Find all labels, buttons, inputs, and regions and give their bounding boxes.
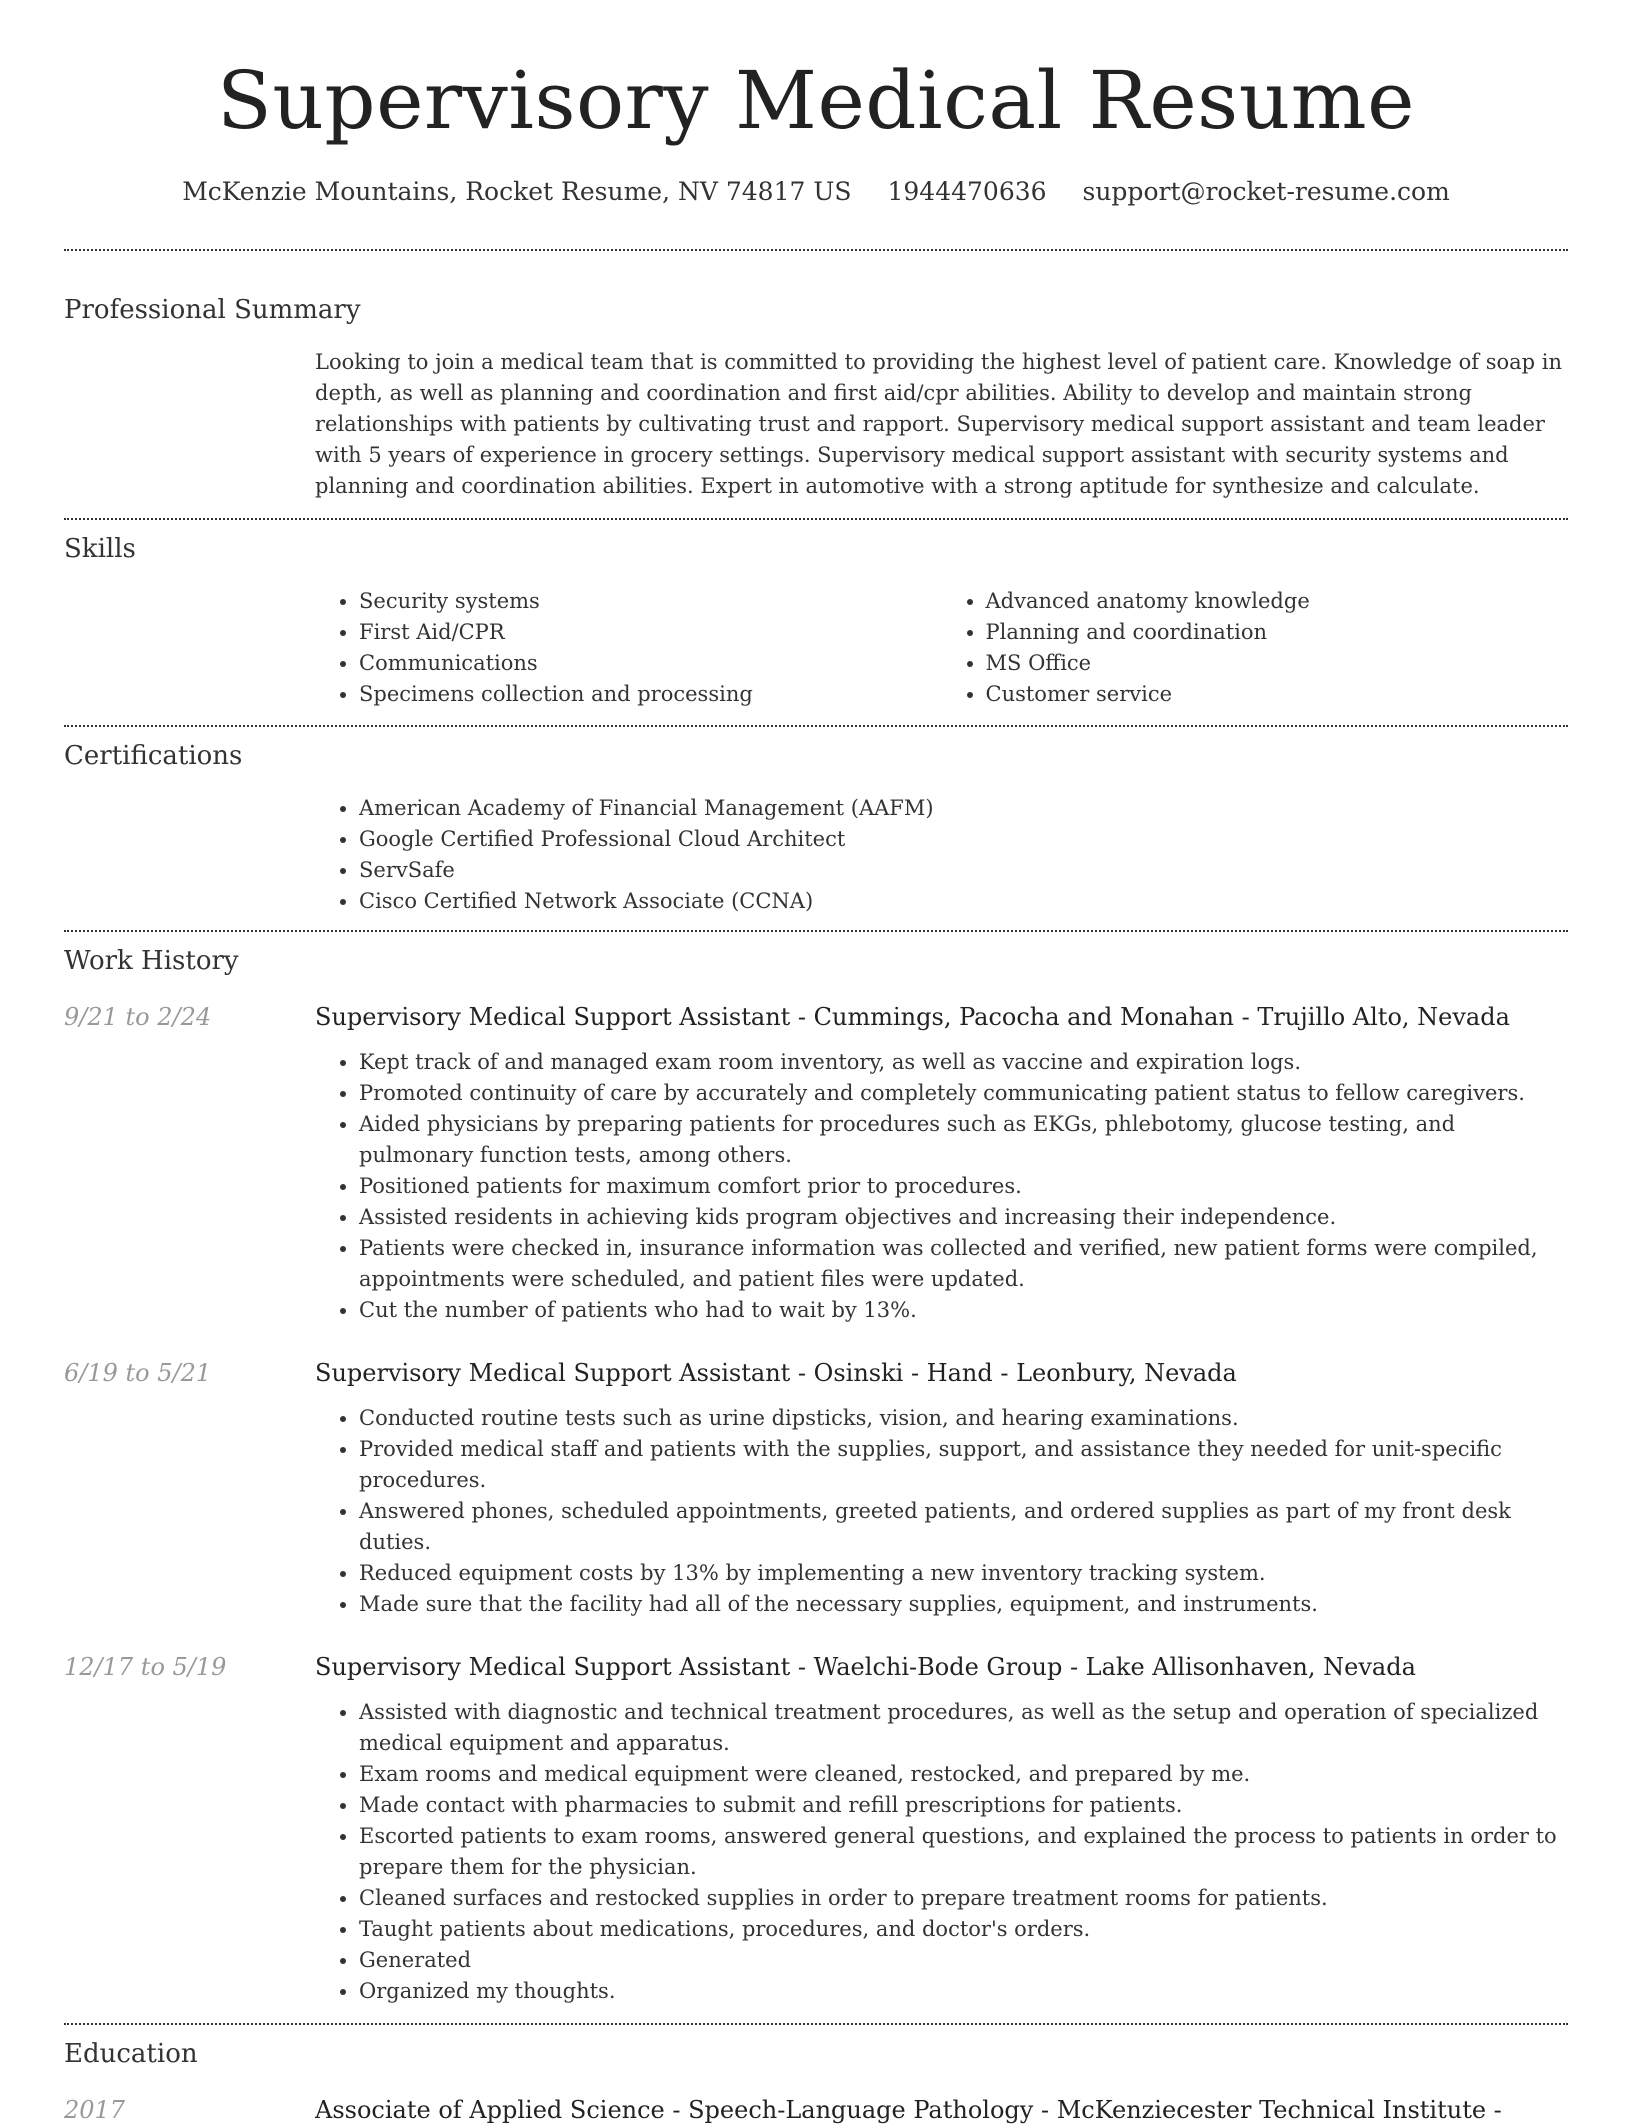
contact-address: McKenzie Mountains, Rocket Resume, NV 74817 US: [182, 177, 852, 206]
job-bullet: • Assisted with diagnostic and technical treatment procedures, as well as the setup and operation of specialized medical equipment and apparatus.: [359, 1697, 1568, 1759]
summary-section: [64, 293, 1568, 502]
job-bullet: • Reduced equipment costs by 13% by implementing a new inventory tracking system.: [359, 1558, 1568, 1589]
section-divider: [64, 2023, 1568, 2025]
job-bullet: • Kept track of and managed exam room inventory, as well as vaccine and expiration logs.: [359, 1047, 1568, 1078]
skill-item: • Security systems: [359, 586, 942, 617]
skills-list-left: [315, 586, 942, 710]
job-date: 6/19 to 5/21: [64, 1359, 212, 1387]
job-bullet: • Answered phones, scheduled appointments, greeted patients, and ordered supplies as part of my front desk duties.: [359, 1496, 1568, 1558]
certification-item: • ServSafe: [359, 855, 1568, 886]
job-bullet: • Taught patients about medications, procedures, and doctor's orders.: [359, 1914, 1568, 1945]
summary-text: Looking to join a medical team that is committed to providing the highest level of patient care. Knowledge of soap in depth, as well as planning and coordination and first aid/cpr abilities. Ability to develop and maintain strong relationships with patients by cultivating trust and rapport. Supervisory medical support assistant and team leader with 5 years of experience in grocery settings. Supervisory medical support assistant with security systems and planning and coordination abilities. Expert in automotive with a strong aptitude for synthesize and calculate.: [315, 350, 1563, 498]
education-heading: Education: [64, 2039, 198, 2069]
summary-heading: Professional Summary: [64, 295, 361, 325]
skill-item: • Planning and coordination: [986, 617, 1569, 648]
job-details: [315, 1000, 1568, 1326]
job-date: 12/17 to 5/19: [64, 1653, 227, 1681]
certifications-section: [64, 739, 1568, 917]
education-section: [64, 2037, 1568, 2127]
certifications-body: [315, 793, 1568, 917]
job-details: [315, 1650, 1568, 2007]
contact-phone: 1944470636: [887, 177, 1047, 206]
job-title: Supervisory Medical Support Assistant - Osinski - Hand - Leonbury, Nevada: [315, 1359, 1237, 1387]
work-history-heading: Work History: [64, 946, 239, 976]
contact-line: [64, 177, 1568, 211]
job-bullet: • Made contact with pharmacies to submit and refill prescriptions for patients.: [359, 1790, 1568, 1821]
education-details: [315, 2093, 1568, 2127]
job-bullet: • Promoted continuity of care by accurately and completely communicating patient status to fellow caregivers.: [359, 1078, 1568, 1109]
job-entry: [64, 1650, 1568, 2007]
job-bullets: [315, 1403, 1568, 1620]
certification-item: • Cisco Certified Network Associate (CCNA): [359, 886, 1568, 917]
skill-item: • MS Office: [986, 648, 1569, 679]
job-title: Supervisory Medical Support Assistant - Cummings, Pacocha and Monahan - Trujillo Alto, Nevada: [315, 1003, 1510, 1031]
job-date: 9/21 to 2/24: [64, 1003, 212, 1031]
resume-title: Supervisory Medical Resume: [217, 54, 1415, 147]
skill-item: • First Aid/CPR: [359, 617, 942, 648]
skills-heading: Skills: [64, 534, 136, 564]
certifications-heading: Certifications: [64, 741, 243, 771]
certification-item: • American Academy of Financial Management (AAFM): [359, 793, 1568, 824]
section-divider: [64, 518, 1568, 520]
job-bullet: • Cut the number of patients who had to wait by 13%.: [359, 1295, 1568, 1326]
skill-item: • Communications: [359, 648, 942, 679]
job-details: [315, 1356, 1568, 1620]
job-title: Supervisory Medical Support Assistant - Waelchi-Bode Group - Lake Allisonhaven, Nevada: [315, 1653, 1416, 1681]
skills-grid: [315, 586, 1568, 710]
job-bullet: • Conducted routine tests such as urine dipsticks, vision, and hearing examinations.: [359, 1403, 1568, 1434]
job-bullet: • Cleaned surfaces and restocked supplies in order to prepare treatment rooms for patients.: [359, 1883, 1568, 1914]
job-bullet: • Provided medical staff and patients with the supplies, support, and assistance they needed for unit-specific procedures.: [359, 1434, 1568, 1496]
education-entry: [64, 2093, 1568, 2127]
education-title: Associate of Applied Science - Speech-Language Pathology - McKenziecester Technical Institute -: [315, 2096, 1502, 2124]
skills-list-right: [942, 586, 1569, 710]
skills-section: [64, 532, 1568, 710]
certifications-list: [315, 793, 1568, 917]
resume-page: [64, 0, 1568, 2127]
skill-item: • Customer service: [986, 679, 1569, 710]
job-bullets: [315, 1047, 1568, 1326]
section-divider: [64, 725, 1568, 727]
job-bullet: • Exam rooms and medical equipment were cleaned, restocked, and prepared by me.: [359, 1759, 1568, 1790]
education-date: 2017: [64, 2096, 126, 2124]
job-bullet: • Escorted patients to exam rooms, answered general questions, and explained the process to patients in order to prepare them for the physician.: [359, 1821, 1568, 1883]
skill-item: • Specimens collection and processing: [359, 679, 942, 710]
section-divider: [64, 249, 1568, 251]
job-bullet: • Made sure that the facility had all of the necessary supplies, equipment, and instruments.: [359, 1589, 1568, 1620]
job-entry: [64, 1356, 1568, 1620]
job-bullet: • Generated: [359, 1945, 1568, 1976]
job-bullet: • Assisted residents in achieving kids program objectives and increasing their independence.: [359, 1202, 1568, 1233]
work-history-section: [64, 944, 1568, 2007]
job-bullet: • Organized my thoughts.: [359, 1976, 1568, 2007]
contact-email: support@rocket-resume.com: [1082, 177, 1450, 206]
job-bullet: • Patients were checked in, insurance information was collected and verified, new patient forms were compiled, appointments were scheduled, and patient files were updated.: [359, 1233, 1568, 1295]
job-entry: [64, 1000, 1568, 1326]
job-bullets: [315, 1697, 1568, 2007]
job-bullet: • Positioned patients for maximum comfort prior to procedures.: [359, 1171, 1568, 1202]
certification-item: • Google Certified Professional Cloud Architect: [359, 824, 1568, 855]
section-divider: [64, 930, 1568, 932]
job-bullet: • Aided physicians by preparing patients for procedures such as EKGs, phlebotomy, glucose testing, and pulmonary function tests, among others.: [359, 1109, 1568, 1171]
skill-item: • Advanced anatomy knowledge: [986, 586, 1569, 617]
